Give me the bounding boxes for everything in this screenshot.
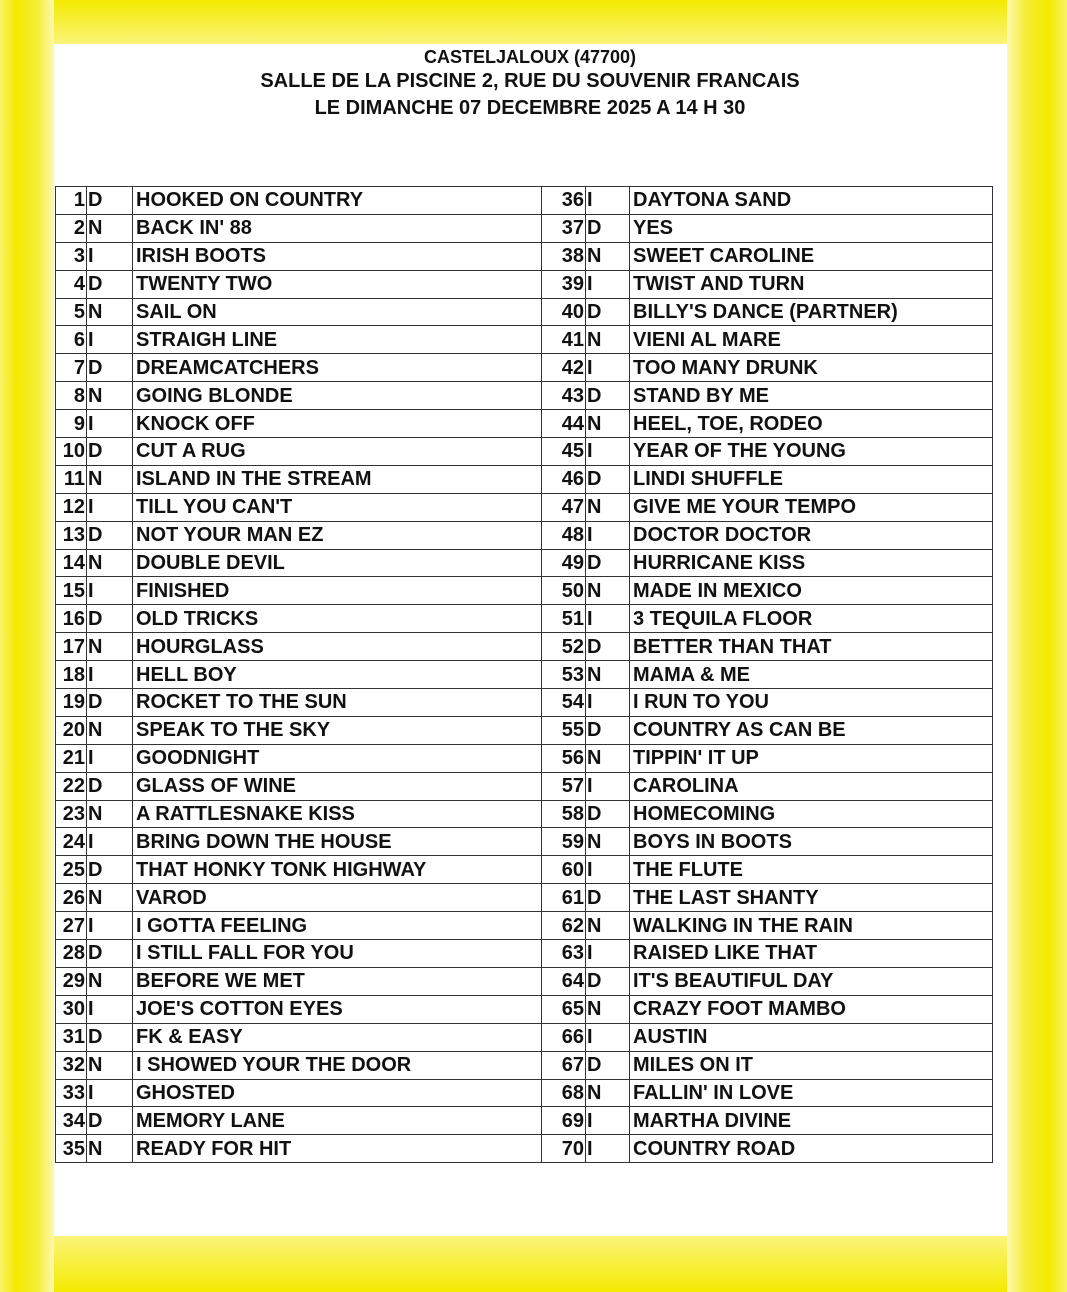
table-row bbox=[56, 577, 993, 605]
dance-number: 10 bbox=[56, 438, 87, 466]
dance-level: D bbox=[87, 270, 133, 298]
dance-title: WALKING IN THE RAIN bbox=[630, 912, 993, 940]
dance-title: GOODNIGHT bbox=[133, 744, 542, 772]
dance-level: D bbox=[586, 1051, 630, 1079]
dance-number: 64 bbox=[542, 967, 586, 995]
dance-number: 19 bbox=[56, 689, 87, 717]
dance-level: I bbox=[87, 493, 133, 521]
dance-number: 2 bbox=[56, 214, 87, 242]
dance-list-table bbox=[55, 186, 993, 1163]
dance-level: D bbox=[586, 298, 630, 326]
dance-list-body bbox=[56, 187, 993, 1163]
dance-number: 22 bbox=[56, 772, 87, 800]
table-row bbox=[56, 438, 993, 466]
dance-number: 23 bbox=[56, 800, 87, 828]
dance-level: N bbox=[586, 493, 630, 521]
table-row bbox=[56, 744, 993, 772]
table-row bbox=[56, 465, 993, 493]
dance-level: N bbox=[87, 1051, 133, 1079]
dance-level: D bbox=[586, 884, 630, 912]
dance-number: 16 bbox=[56, 605, 87, 633]
dance-number: 27 bbox=[56, 912, 87, 940]
highlight-frame-bottom bbox=[0, 1236, 1067, 1292]
dance-number: 49 bbox=[542, 549, 586, 577]
dance-number: 61 bbox=[542, 884, 586, 912]
dance-title: MARTHA DIVINE bbox=[630, 1107, 993, 1135]
dance-title: DOUBLE DEVIL bbox=[133, 549, 542, 577]
dance-level: I bbox=[586, 354, 630, 382]
dance-number: 3 bbox=[56, 242, 87, 270]
dance-level: N bbox=[586, 242, 630, 270]
dance-title: GOING BLONDE bbox=[133, 382, 542, 410]
dance-title: THE LAST SHANTY bbox=[630, 884, 993, 912]
dance-level: N bbox=[586, 995, 630, 1023]
dance-number: 28 bbox=[56, 940, 87, 968]
dance-level: I bbox=[586, 772, 630, 800]
dance-level: N bbox=[586, 326, 630, 354]
dance-level: D bbox=[87, 521, 133, 549]
dance-title: MAMA & ME bbox=[630, 661, 993, 689]
dance-number: 21 bbox=[56, 744, 87, 772]
dance-level: N bbox=[87, 633, 133, 661]
dance-level: I bbox=[586, 605, 630, 633]
dance-title: HEEL, TOE, RODEO bbox=[630, 410, 993, 438]
dance-level: N bbox=[87, 967, 133, 995]
dance-level: I bbox=[87, 577, 133, 605]
dance-title: GHOSTED bbox=[133, 1079, 542, 1107]
dance-number: 68 bbox=[542, 1079, 586, 1107]
dance-title: SWEET CAROLINE bbox=[630, 242, 993, 270]
dance-level: D bbox=[586, 800, 630, 828]
dance-title: MADE IN MEXICO bbox=[630, 577, 993, 605]
table-row bbox=[56, 940, 993, 968]
dance-number: 41 bbox=[542, 326, 586, 354]
dance-title: JOE'S COTTON EYES bbox=[133, 995, 542, 1023]
dance-level: I bbox=[586, 521, 630, 549]
dance-title: CUT A RUG bbox=[133, 438, 542, 466]
dance-number: 58 bbox=[542, 800, 586, 828]
dance-number: 39 bbox=[542, 270, 586, 298]
dance-level: I bbox=[87, 828, 133, 856]
dance-level: I bbox=[586, 689, 630, 717]
dance-title: BOYS IN BOOTS bbox=[630, 828, 993, 856]
dance-number: 30 bbox=[56, 995, 87, 1023]
dance-title: TIPPIN' IT UP bbox=[630, 744, 993, 772]
table-row bbox=[56, 1107, 993, 1135]
dance-level: N bbox=[87, 298, 133, 326]
dance-level: D bbox=[87, 689, 133, 717]
dance-title: SPEAK TO THE SKY bbox=[133, 716, 542, 744]
dance-level: D bbox=[586, 633, 630, 661]
dance-number: 52 bbox=[542, 633, 586, 661]
dance-level: N bbox=[586, 828, 630, 856]
dance-title: DREAMCATCHERS bbox=[133, 354, 542, 382]
event-venue: SALLE DE LA PISCINE 2, RUE DU SOUVENIR FRANCAIS bbox=[260, 70, 800, 92]
event-town: CASTELJALOUX (47700) bbox=[423, 47, 637, 67]
dance-number: 12 bbox=[56, 493, 87, 521]
table-row bbox=[56, 772, 993, 800]
dance-title: STRAIGH LINE bbox=[133, 326, 542, 354]
dance-level: N bbox=[586, 744, 630, 772]
dance-title: BRING DOWN THE HOUSE bbox=[133, 828, 542, 856]
table-row bbox=[56, 716, 993, 744]
table-row bbox=[56, 1023, 993, 1051]
dance-title: YES bbox=[630, 214, 993, 242]
dance-level: I bbox=[586, 438, 630, 466]
dance-number: 26 bbox=[56, 884, 87, 912]
dance-level: I bbox=[586, 1135, 630, 1163]
dance-title: LINDI SHUFFLE bbox=[630, 465, 993, 493]
dance-number: 4 bbox=[56, 270, 87, 298]
dance-title: COUNTRY ROAD bbox=[630, 1135, 993, 1163]
table-row bbox=[56, 298, 993, 326]
dance-number: 57 bbox=[542, 772, 586, 800]
dance-title: COUNTRY AS CAN BE bbox=[630, 716, 993, 744]
dance-level: D bbox=[87, 940, 133, 968]
dance-number: 38 bbox=[542, 242, 586, 270]
dance-title: TWIST AND TURN bbox=[630, 270, 993, 298]
table-row bbox=[56, 270, 993, 298]
dance-level: N bbox=[586, 577, 630, 605]
table-row bbox=[56, 995, 993, 1023]
dance-level: D bbox=[87, 772, 133, 800]
dance-title: READY FOR HIT bbox=[133, 1135, 542, 1163]
dance-level: I bbox=[87, 995, 133, 1023]
dance-level: N bbox=[87, 1135, 133, 1163]
table-row bbox=[56, 800, 993, 828]
dance-level: N bbox=[87, 716, 133, 744]
dance-title: GLASS OF WINE bbox=[133, 772, 542, 800]
dance-title: THE FLUTE bbox=[630, 856, 993, 884]
dance-number: 13 bbox=[56, 521, 87, 549]
dance-number: 25 bbox=[56, 856, 87, 884]
dance-title: GIVE ME YOUR TEMPO bbox=[630, 493, 993, 521]
event-header bbox=[60, 46, 1000, 122]
dance-title: DOCTOR DOCTOR bbox=[630, 521, 993, 549]
dance-number: 5 bbox=[56, 298, 87, 326]
dance-number: 43 bbox=[542, 382, 586, 410]
table-row bbox=[56, 884, 993, 912]
dance-level: I bbox=[87, 744, 133, 772]
dance-number: 40 bbox=[542, 298, 586, 326]
dance-number: 46 bbox=[542, 465, 586, 493]
dance-number: 50 bbox=[542, 577, 586, 605]
dance-title: OLD TRICKS bbox=[133, 605, 542, 633]
dance-level: I bbox=[87, 326, 133, 354]
dance-number: 44 bbox=[542, 410, 586, 438]
dance-number: 6 bbox=[56, 326, 87, 354]
event-date: LE DIMANCHE 07 DECEMBRE 2025 A 14 H 30 bbox=[314, 97, 746, 119]
dance-number: 45 bbox=[542, 438, 586, 466]
table-row bbox=[56, 521, 993, 549]
dance-level: D bbox=[586, 716, 630, 744]
highlight-frame-top bbox=[0, 0, 1067, 44]
dance-title: TILL YOU CAN'T bbox=[133, 493, 542, 521]
dance-number: 29 bbox=[56, 967, 87, 995]
table-row bbox=[56, 214, 993, 242]
table-row bbox=[56, 187, 993, 215]
table-row bbox=[56, 382, 993, 410]
dance-title: IRISH BOOTS bbox=[133, 242, 542, 270]
dance-title: TWENTY TWO bbox=[133, 270, 542, 298]
table-row bbox=[56, 661, 993, 689]
dance-level: I bbox=[586, 856, 630, 884]
dance-level: I bbox=[586, 940, 630, 968]
dance-number: 60 bbox=[542, 856, 586, 884]
dance-level: N bbox=[87, 800, 133, 828]
dance-title: RAISED LIKE THAT bbox=[630, 940, 993, 968]
dance-level: D bbox=[586, 549, 630, 577]
dance-title: THAT HONKY TONK HIGHWAY bbox=[133, 856, 542, 884]
dance-level: N bbox=[87, 382, 133, 410]
dance-level: N bbox=[586, 912, 630, 940]
dance-level: D bbox=[87, 605, 133, 633]
dance-level: I bbox=[87, 410, 133, 438]
table-row bbox=[56, 242, 993, 270]
dance-number: 14 bbox=[56, 549, 87, 577]
dance-title: VAROD bbox=[133, 884, 542, 912]
dance-number: 9 bbox=[56, 410, 87, 438]
dance-level: I bbox=[586, 1107, 630, 1135]
dance-number: 51 bbox=[542, 605, 586, 633]
table-row bbox=[56, 605, 993, 633]
table-row bbox=[56, 912, 993, 940]
dance-level: I bbox=[87, 1079, 133, 1107]
dance-number: 17 bbox=[56, 633, 87, 661]
dance-level: D bbox=[586, 465, 630, 493]
dance-number: 8 bbox=[56, 382, 87, 410]
dance-number: 20 bbox=[56, 716, 87, 744]
dance-title: I SHOWED YOUR THE DOOR bbox=[133, 1051, 542, 1079]
dance-title: I STILL FALL FOR YOU bbox=[133, 940, 542, 968]
table-row bbox=[56, 1079, 993, 1107]
table-row bbox=[56, 1051, 993, 1079]
dance-title: CRAZY FOOT MAMBO bbox=[630, 995, 993, 1023]
table-row bbox=[56, 326, 993, 354]
highlight-frame-left bbox=[0, 0, 54, 1292]
dance-level: N bbox=[87, 214, 133, 242]
dance-title: TOO MANY DRUNK bbox=[630, 354, 993, 382]
dance-level: I bbox=[87, 912, 133, 940]
dance-number: 47 bbox=[542, 493, 586, 521]
dance-number: 37 bbox=[542, 214, 586, 242]
table-row bbox=[56, 410, 993, 438]
dance-level: D bbox=[87, 187, 133, 215]
dance-number: 63 bbox=[542, 940, 586, 968]
dance-level: I bbox=[87, 661, 133, 689]
dance-number: 1 bbox=[56, 187, 87, 215]
dance-number: 7 bbox=[56, 354, 87, 382]
dance-number: 15 bbox=[56, 577, 87, 605]
dance-level: D bbox=[87, 856, 133, 884]
dance-title: A RATTLESNAKE KISS bbox=[133, 800, 542, 828]
dance-title: NOT YOUR MAN EZ bbox=[133, 521, 542, 549]
dance-number: 48 bbox=[542, 521, 586, 549]
dance-number: 70 bbox=[542, 1135, 586, 1163]
dance-number: 53 bbox=[542, 661, 586, 689]
dance-number: 67 bbox=[542, 1051, 586, 1079]
dance-level: N bbox=[87, 549, 133, 577]
dance-level: D bbox=[586, 214, 630, 242]
dance-number: 69 bbox=[542, 1107, 586, 1135]
table-row bbox=[56, 549, 993, 577]
dance-title: HURRICANE KISS bbox=[630, 549, 993, 577]
dance-level: D bbox=[586, 967, 630, 995]
dance-title: DAYTONA SAND bbox=[630, 187, 993, 215]
dance-title: FK & EASY bbox=[133, 1023, 542, 1051]
dance-number: 65 bbox=[542, 995, 586, 1023]
dance-title: HOMECOMING bbox=[630, 800, 993, 828]
dance-title: BILLY'S DANCE (PARTNER) bbox=[630, 298, 993, 326]
dance-level: I bbox=[586, 270, 630, 298]
dance-level: I bbox=[87, 242, 133, 270]
dance-number: 55 bbox=[542, 716, 586, 744]
table-row bbox=[56, 828, 993, 856]
table-row bbox=[56, 354, 993, 382]
dance-number: 31 bbox=[56, 1023, 87, 1051]
dance-title: YEAR OF THE YOUNG bbox=[630, 438, 993, 466]
dance-level: I bbox=[586, 1023, 630, 1051]
dance-title: BACK IN' 88 bbox=[133, 214, 542, 242]
dance-number: 24 bbox=[56, 828, 87, 856]
dance-level: N bbox=[586, 661, 630, 689]
dance-level: N bbox=[586, 410, 630, 438]
dance-title: FINISHED bbox=[133, 577, 542, 605]
dance-number: 54 bbox=[542, 689, 586, 717]
table-row bbox=[56, 493, 993, 521]
dance-level: N bbox=[586, 1079, 630, 1107]
dance-title: 3 TEQUILA FLOOR bbox=[630, 605, 993, 633]
dance-title: HELL BOY bbox=[133, 661, 542, 689]
dance-title: HOOKED ON COUNTRY bbox=[133, 187, 542, 215]
dance-level: D bbox=[87, 354, 133, 382]
dance-level: I bbox=[586, 187, 630, 215]
table-row bbox=[56, 1135, 993, 1163]
dance-number: 62 bbox=[542, 912, 586, 940]
dance-title: STAND BY ME bbox=[630, 382, 993, 410]
dance-title: I RUN TO YOU bbox=[630, 689, 993, 717]
dance-number: 34 bbox=[56, 1107, 87, 1135]
table-row bbox=[56, 967, 993, 995]
dance-title: VIENI AL MARE bbox=[630, 326, 993, 354]
dance-number: 33 bbox=[56, 1079, 87, 1107]
dance-number: 66 bbox=[542, 1023, 586, 1051]
dance-number: 18 bbox=[56, 661, 87, 689]
dance-number: 56 bbox=[542, 744, 586, 772]
dance-title: FALLIN' IN LOVE bbox=[630, 1079, 993, 1107]
table-row bbox=[56, 633, 993, 661]
dance-level: N bbox=[87, 465, 133, 493]
dance-title: SAIL ON bbox=[133, 298, 542, 326]
dance-title: ISLAND IN THE STREAM bbox=[133, 465, 542, 493]
dance-level: D bbox=[586, 382, 630, 410]
dance-title: AUSTIN bbox=[630, 1023, 993, 1051]
dance-level: N bbox=[87, 884, 133, 912]
dance-title: KNOCK OFF bbox=[133, 410, 542, 438]
dance-title: I GOTTA FEELING bbox=[133, 912, 542, 940]
dance-number: 32 bbox=[56, 1051, 87, 1079]
dance-title: ROCKET TO THE SUN bbox=[133, 689, 542, 717]
dance-title: HOURGLASS bbox=[133, 633, 542, 661]
dance-number: 11 bbox=[56, 465, 87, 493]
dance-number: 59 bbox=[542, 828, 586, 856]
dance-title: MEMORY LANE bbox=[133, 1107, 542, 1135]
dance-title: BEFORE WE MET bbox=[133, 967, 542, 995]
dance-number: 36 bbox=[542, 187, 586, 215]
dance-level: D bbox=[87, 1023, 133, 1051]
table-row bbox=[56, 856, 993, 884]
dance-level: D bbox=[87, 438, 133, 466]
table-row bbox=[56, 689, 993, 717]
dance-number: 42 bbox=[542, 354, 586, 382]
dance-title: IT'S BEAUTIFUL DAY bbox=[630, 967, 993, 995]
dance-title: MILES ON IT bbox=[630, 1051, 993, 1079]
dance-number: 35 bbox=[56, 1135, 87, 1163]
dance-level: D bbox=[87, 1107, 133, 1135]
highlight-frame-right bbox=[1007, 0, 1067, 1292]
dance-title: BETTER THAN THAT bbox=[630, 633, 993, 661]
dance-title: CAROLINA bbox=[630, 772, 993, 800]
